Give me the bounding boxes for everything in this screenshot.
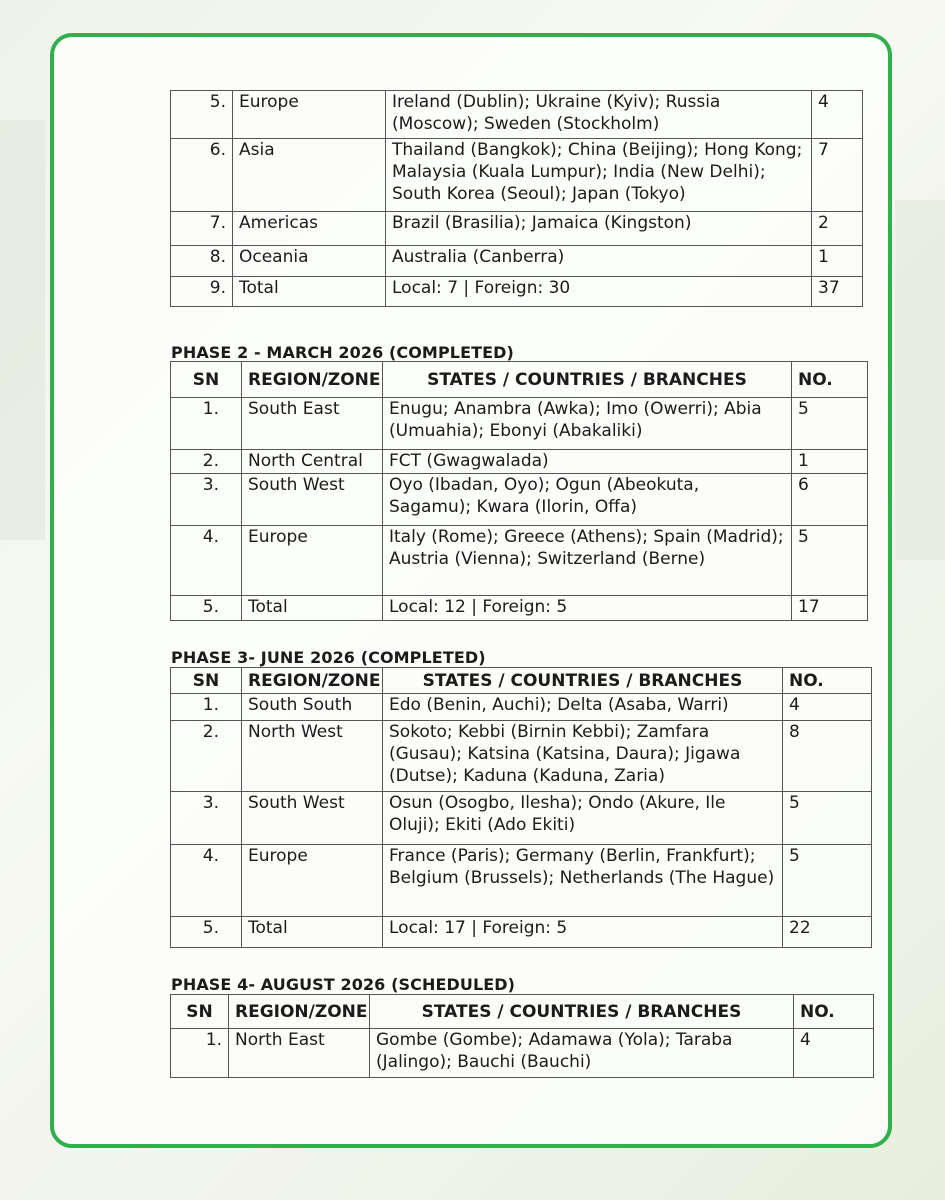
places-cell: Local: 7 | Foreign: 30 (386, 277, 812, 307)
places-cell: Enugu; Anambra (Awka); Imo (Owerri); Abia (Umuahia); Ebonyi (Abakaliki) (383, 398, 792, 450)
sn-cell: 1. (171, 398, 242, 450)
background-shape (0, 120, 45, 540)
count-cell: 8 (783, 721, 872, 792)
count-cell: 4 (794, 1029, 874, 1078)
table-row (171, 596, 868, 621)
region-cell: North Central (242, 450, 383, 474)
table-row (171, 91, 863, 139)
sn-cell: 3. (171, 474, 242, 526)
places-cell: Sokoto; Kebbi (Birnin Kebbi); Zamfara (Gusau); Katsina (Katsina, Daura); Jigawa (Dutse); Kaduna (Kaduna, Zaria) (383, 721, 783, 792)
region-cell: South South (242, 694, 383, 721)
header-no: NO. (794, 995, 874, 1029)
table-header-row (171, 995, 874, 1029)
header-no: NO. (783, 668, 872, 694)
table-header-row (171, 668, 872, 694)
header-no: NO. (792, 362, 868, 398)
phase3-table (170, 667, 872, 948)
sn-cell: 2. (171, 450, 242, 474)
sn-cell: 2. (171, 721, 242, 792)
places-cell: Thailand (Bangkok); China (Beijing); Hong Kong; Malaysia (Kuala Lumpur); India (New Delhi); South Korea (Seoul); Japan (Tokyo) (386, 139, 812, 212)
table-row (171, 721, 872, 792)
sn-cell: 5. (171, 917, 242, 948)
places-cell: Brazil (Brasilia); Jamaica (Kingston) (386, 212, 812, 246)
table-row (171, 917, 872, 948)
phase2-title: PHASE 2 - MARCH 2026 (COMPLETED) (171, 343, 514, 362)
region-cell: Europe (242, 845, 383, 917)
places-cell: Edo (Benin, Auchi); Delta (Asaba, Warri) (383, 694, 783, 721)
header-sn: SN (171, 668, 242, 694)
header-region: REGION/ZONE (242, 668, 383, 694)
places-cell: FCT (Gwagwalada) (383, 450, 792, 474)
region-cell: South West (242, 792, 383, 845)
phase4-table (170, 994, 874, 1078)
region-cell: North West (242, 721, 383, 792)
count-cell: 6 (792, 474, 868, 526)
table-header-row (171, 362, 868, 398)
sn-cell: 9. (171, 277, 233, 307)
header-sn: SN (171, 362, 242, 398)
background-shape (895, 200, 945, 560)
places-cell: Oyo (Ibadan, Oyo); Ogun (Abeokuta, Sagamu); Kwara (Ilorin, Offa) (383, 474, 792, 526)
region-cell: Total (233, 277, 386, 307)
header-places: STATES / COUNTRIES / BRANCHES (383, 668, 783, 694)
sn-cell: 4. (171, 526, 242, 596)
places-cell: Local: 17 | Foreign: 5 (383, 917, 783, 948)
sn-cell: 5. (171, 91, 233, 139)
places-cell: Osun (Osogbo, Ilesha); Ondo (Akure, Ile Oluji); Ekiti (Ado Ekiti) (383, 792, 783, 845)
region-cell: South East (242, 398, 383, 450)
header-region: REGION/ZONE (242, 362, 383, 398)
table-row (171, 1029, 874, 1078)
sn-cell: 6. (171, 139, 233, 212)
places-cell: Australia (Canberra) (386, 246, 812, 277)
places-cell: Italy (Rome); Greece (Athens); Spain (Madrid); Austria (Vienna); Switzerland (Berne) (383, 526, 792, 596)
places-cell: France (Paris); Germany (Berlin, Frankfurt); Belgium (Brussels); Netherlands (The Hague) (383, 845, 783, 917)
table-row (171, 845, 872, 917)
count-cell: 37 (812, 277, 863, 307)
sn-cell: 3. (171, 792, 242, 845)
sn-cell: 5. (171, 596, 242, 621)
phase2-table (170, 361, 868, 621)
count-cell: 17 (792, 596, 868, 621)
region-cell: Total (242, 917, 383, 948)
count-cell: 4 (783, 694, 872, 721)
table-row (171, 450, 868, 474)
places-cell: Ireland (Dublin); Ukraine (Kyiv); Russia (Moscow); Sweden (Stockholm) (386, 91, 812, 139)
table-row (171, 139, 863, 212)
table-row (171, 792, 872, 845)
sn-cell: 4. (171, 845, 242, 917)
count-cell: 2 (812, 212, 863, 246)
header-places: STATES / COUNTRIES / BRANCHES (370, 995, 794, 1029)
places-cell: Gombe (Gombe); Adamawa (Yola); Taraba (Jalingo); Bauchi (Bauchi) (370, 1029, 794, 1078)
count-cell: 4 (812, 91, 863, 139)
table-row (171, 694, 872, 721)
sn-cell: 8. (171, 246, 233, 277)
region-cell: Asia (233, 139, 386, 212)
table-row (171, 526, 868, 596)
count-cell: 5 (783, 845, 872, 917)
count-cell: 5 (783, 792, 872, 845)
count-cell: 7 (812, 139, 863, 212)
phase1-table (170, 90, 863, 307)
count-cell: 22 (783, 917, 872, 948)
count-cell: 1 (812, 246, 863, 277)
header-sn: SN (171, 995, 229, 1029)
region-cell: Europe (242, 526, 383, 596)
table-row (171, 474, 868, 526)
region-cell: Europe (233, 91, 386, 139)
table-row (171, 398, 868, 450)
table-row (171, 212, 863, 246)
header-places: STATES / COUNTRIES / BRANCHES (383, 362, 792, 398)
table-row (171, 246, 863, 277)
header-region: REGION/ZONE (229, 995, 370, 1029)
region-cell: South West (242, 474, 383, 526)
phase3-title: PHASE 3- JUNE 2026 (COMPLETED) (171, 648, 486, 667)
region-cell: Oceania (233, 246, 386, 277)
region-cell: Americas (233, 212, 386, 246)
sn-cell: 1. (171, 1029, 229, 1078)
count-cell: 1 (792, 450, 868, 474)
table-row (171, 277, 863, 307)
region-cell: Total (242, 596, 383, 621)
sn-cell: 1. (171, 694, 242, 721)
places-cell: Local: 12 | Foreign: 5 (383, 596, 792, 621)
count-cell: 5 (792, 398, 868, 450)
phase4-title: PHASE 4- AUGUST 2026 (SCHEDULED) (171, 975, 516, 994)
sn-cell: 7. (171, 212, 233, 246)
count-cell: 5 (792, 526, 868, 596)
region-cell: North East (229, 1029, 370, 1078)
